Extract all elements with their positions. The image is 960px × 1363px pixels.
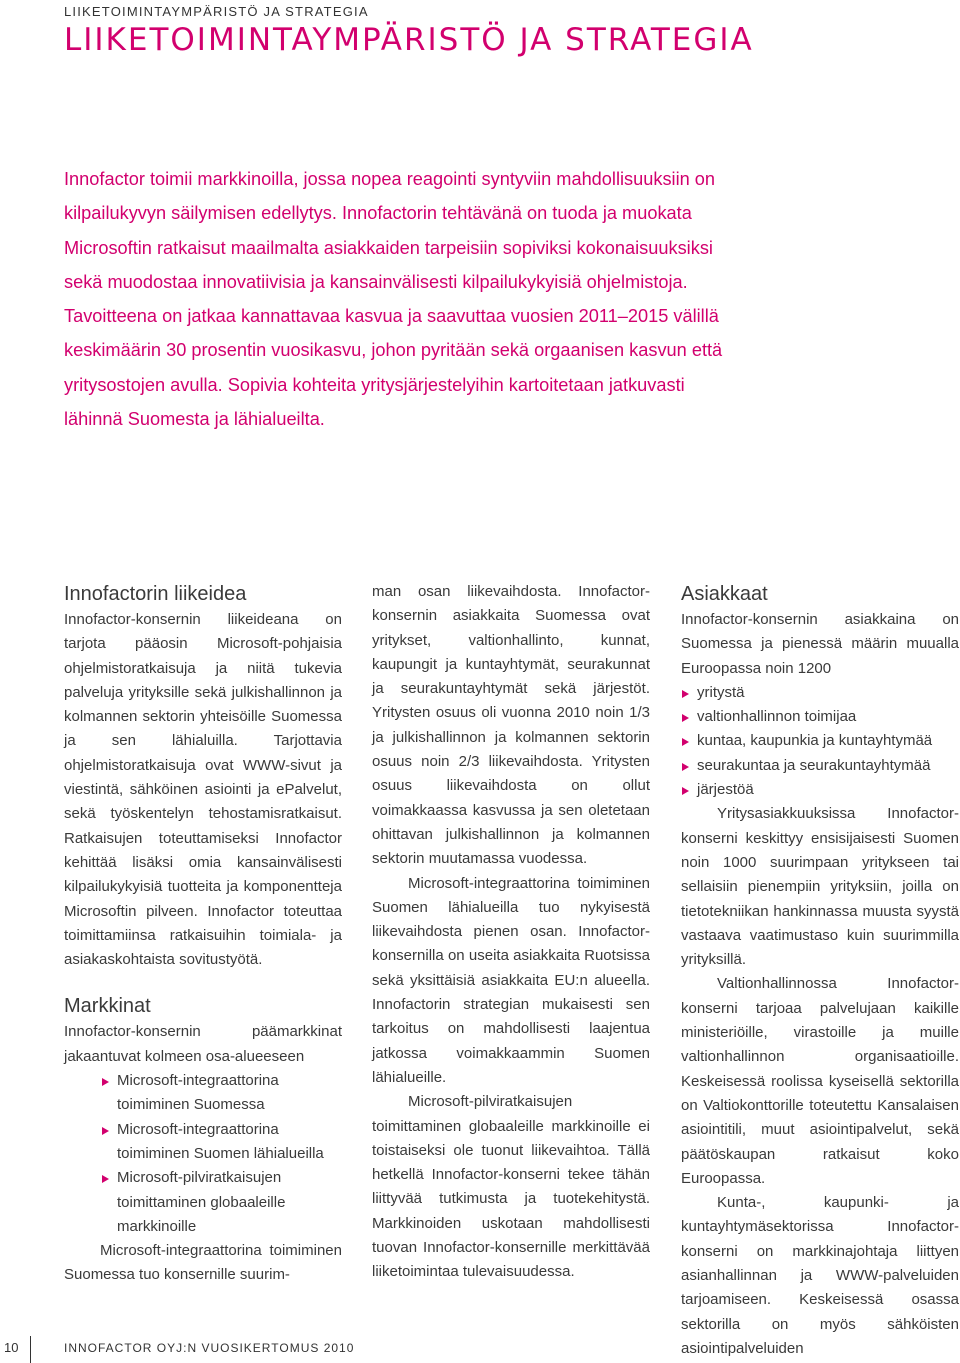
liikeidea-text: Innofactor-konsernin liikeideana on tarjota pääosin Microsoft-pohjaisia ohjelmistoratkaisuja ja niitä tukevia palveluja yrityksille sekä julkishallinnon ja kolmannen sektorin yhteisöille Suomessa ja sen lähialuilla. Tarjottavia ohjelmistoratkaisuja ovat WWW-sivut ja viestintä, sähköinen asiointi ja ePalvelut, sekä työskentelyn tehostamisratkaisut. Ratkaisujen toteuttamiseksi Innofactor kehittää lisäksi omia kansainvälisesti kilpailukykyisiä tuotteita ja komponentteja Microsoftin pilveen. Innofactor toteuttaa toimittamiinsa ratkaisuihin toimiala- ja asiakaskohtaista sovitustyötä. <box>64 611 342 969</box>
column-2 <box>372 580 650 1285</box>
markkinat-text-2: Microsoft-integraattorina toimiminen Suomessa tuo konsernille suurim- <box>64 1242 342 1284</box>
bullet-triangle-icon <box>682 787 689 795</box>
bullet-triangle-icon <box>102 1078 109 1086</box>
section-heading-liikeidea: Innofactorin liikeidea <box>64 583 247 605</box>
list-item-text: valtionhallinnon toimijaa <box>697 708 857 726</box>
bullet-triangle-icon <box>682 763 689 771</box>
list-item-text: Microsoft-integraattorina toimiminen Suomessa <box>117 1072 279 1114</box>
list-item-text: yritystä <box>697 683 745 701</box>
list-item <box>64 1118 342 1167</box>
list-item <box>64 1166 342 1239</box>
asiakkaat-list <box>681 681 959 802</box>
asiakkaat-text: Innofactor-konsernin asiakkaina on Suomessa ja pienessä määrin muualla Euroopassa noin 1200 <box>681 611 959 677</box>
markkinat-list <box>64 1069 342 1239</box>
list-item-text: Microsoft-integraattorina toimiminen Suomen lähialueilla <box>117 1120 324 1162</box>
column-2-text-1: man osan liikevaihdosta. Innofactor-konsernin asiakkaita Suomessa ovat yritykset, valtionhallinto, kunnat, kaupungit ja kuntayhtymät, seurakunnat ja seurakuntayhtymät sekä järjestöt. Yritysten osuus oli vuonna 2010 noin 1/3 ja julkishallinnon ja kolmannen sektorin osuus noin 2/3 liikevaihdosta. Yritysten osuus liikevaihdosta on ollut voimakkaassa kasvussa ja sen oletetaan ohittavan julkishallinnon ja kolmannen sektorin muutamassa vuodessa. <box>372 583 650 868</box>
column-3 <box>681 580 959 1361</box>
list-item <box>681 754 959 778</box>
section-heading-markkinat: Markkinat <box>64 995 151 1018</box>
list-item-text: seurakuntaa ja seurakuntayhtymää <box>697 756 931 774</box>
footer-divider <box>30 1336 31 1363</box>
list-item <box>681 681 959 705</box>
column-2-text-2: Microsoft-integraattorina toimiminen Suomen lähialueilla tuo nykyisestä liikevaihdosta pienen osan. Innofactor-konsernilla on useita asiakkaita Ruotsissa sekä yksittäisiä asiakkaita EU:n alueella. Innofactorin strategian mukaisesti sen tarkoitus on mahdollisesti laajentua jatkossa voimakkaammin Suomen lähialueille. <box>372 874 650 1086</box>
section-heading-asiakkaat: Asiakkaat <box>681 583 768 605</box>
column-1 <box>64 580 342 1288</box>
bullet-triangle-icon <box>682 690 689 698</box>
bullet-triangle-icon <box>682 714 689 722</box>
asiakkaat-text-2: Yritysasiakkuuksissa Innofactor-konserni keskittyy ensisijaisesti Suomen noin 1000 suurimpaan yritykseen tai sellaisiin pienempiin yrityksiin, joilla on tietotekniikan hankinnassa muusta syystä vastaava vaatimustaso kuin suurimmilla yrityksillä. <box>681 805 959 969</box>
markkinat-text: Innofactor-konsernin päämarkkinat jakaantuvat kolmeen osa-alueeseen <box>64 1023 342 1065</box>
list-item-text: järjestöä <box>697 781 754 799</box>
list-item-text: Microsoft-pilviratkaisujen toimittaminen globaaleille markkinoille <box>117 1169 286 1235</box>
list-item <box>681 778 959 802</box>
page-title: LIIKETOIMINTAYMPÄRISTÖ JA STRATEGIA <box>64 22 754 58</box>
page-number: 10 <box>4 1340 19 1355</box>
asiakkaat-text-4: Kunta-, kaupunki- ja kuntayhtymäsektorissa Innofactor-konserni on markkinajohtaja liittyen asianhallinnan ja WWW-palveluiden tarjoamiseen. Keskeisessä osassa sektorilla on myös sähköisten asiointipalveluiden <box>681 1194 959 1357</box>
bullet-triangle-icon <box>682 738 689 746</box>
list-item <box>681 729 959 753</box>
footer-title: INNOFACTOR OYJ:N VUOSIKERTOMUS 2010 <box>64 1341 355 1355</box>
bullet-triangle-icon <box>102 1175 109 1183</box>
bullet-triangle-icon <box>102 1127 109 1135</box>
asiakkaat-text-3: Valtionhallinnossa Innofactor-konserni tarjoaa palvelujaan kaikille ministeriöille, virastoille ja muille valtionhallinnon organisaatioille. Keskeisessä roolissa kyseisellä sektorilla on Valtiokonttorille toteutettu Kansalaisen asiointitili, muut asiointipalvelut, sekä päätöskaupan ratkaisut koko Euroopassa. <box>681 975 959 1187</box>
intro-paragraph <box>64 162 744 436</box>
list-item <box>64 1069 342 1118</box>
column-2-text-3: Microsoft-pilviratkaisujen toimittaminen globaaleille markkinoille ei toistaiseksi ole tuonut liikevaihtoa. Tällä hetkellä Innofactor-konserni tekee tähän liittyvää tutkimusta ja tuotekehitystä. Markkinoiden uskotaan mahdollisesti tuovan Innofactor-konsernille merkittävää liiketoimintaa tulevaisuudessa. <box>372 1093 650 1281</box>
list-item-text: kuntaa, kaupunkia ja kuntayhtymää <box>697 732 933 750</box>
list-item <box>681 705 959 729</box>
page-footer <box>0 1340 960 1363</box>
running-header: LIIKETOIMINTAYMPÄRISTÖ JA STRATEGIA <box>64 4 369 19</box>
intro-text: Innofactor toimii markkinoilla, jossa nopea reagointi syntyviin mahdollisuuksiin on kilpailukyvyn säilymisen edellytys. Innofactorin tehtävänä on tuoda ja muokata Microsoftin ratkaisut maailmalta asiakkaiden tarpeisiin sopiviksi kokonaisuuksiksi sekä muodostaa innovatiivisia ja kansainvälisesti kilpailukykyisiä ohjelmistoja. Tavoitteena on jatkaa kannattavaa kasvua ja saavuttaa vuosien 2011–2015 välillä keskimäärin 30 prosentin vuosikasvu, johon pyritään sekä orgaanisen kasvun että yritysostojen avulla. Sopivia kohteita yritysjärjestelyihin kartoitetaan jatkuvasti lähinnä Suomesta ja lähialueilta. <box>64 169 723 430</box>
